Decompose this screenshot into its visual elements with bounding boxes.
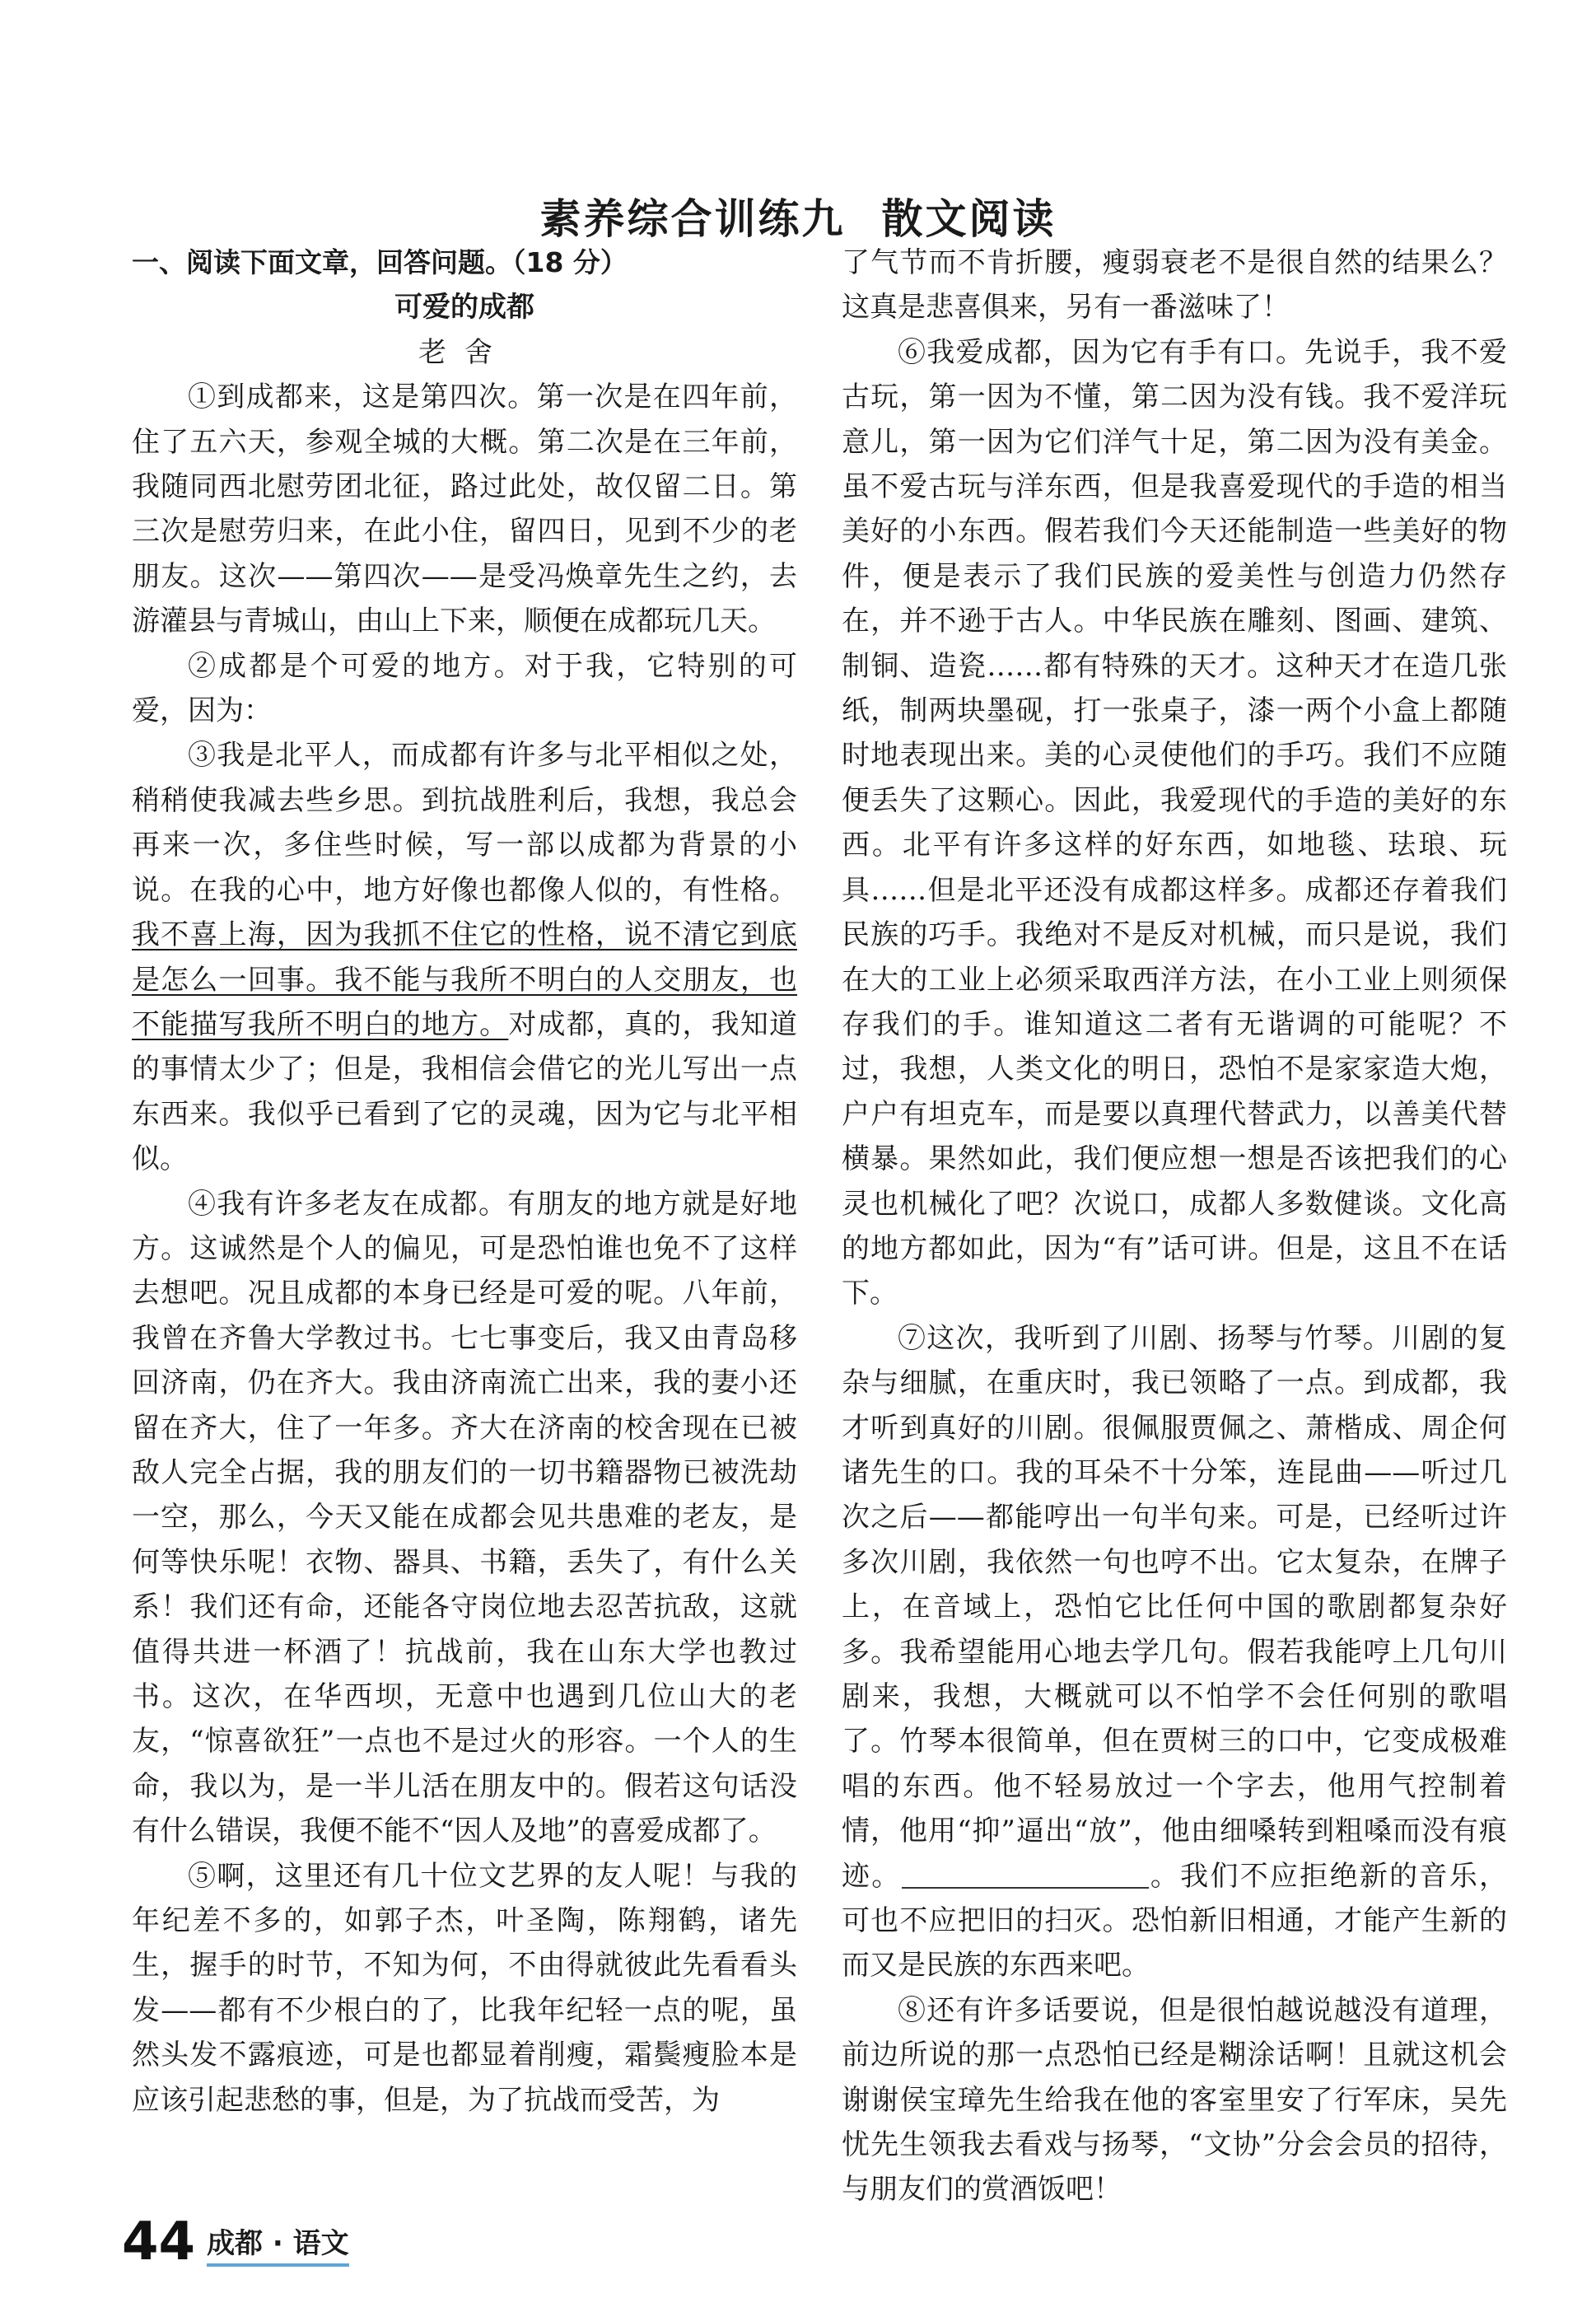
paragraph-5: ⑤啊，这里还有几十位文艺界的友人呢！与我的年纪差不多的，如郭子杰，叶圣陶，陈翔鹤，诸先生，握手的时节，不知为何，不由得就彼此先看看头发——都有不少根白的了，比我年纪轻一点的呢，虽然头发不露痕迹，可是也都显着削瘦，霜鬓瘦脸本是应该引起悲愁的事，但是，为了抗战而受苦，为 <box>132 1859 797 2117</box>
left-column <box>132 241 797 2123</box>
paragraph-4: ④我有许多老友在成都。有朋友的地方就是好地方。这诚然是个人的偏见，可是恐怕谁也免不了这样去想吧。况且成都的本身已经是可爱的呢。八年前，我曾在齐鲁大学教过书。七七事变后，我又由青岛移回济南，仍在齐大。我由济南流亡出来，我的妻小还留在齐大，住了一年多。齐大在济南的校舍现在已被敌人完全占据，我的朋友们的一切书籍器物已被洗劫一空，那么，今天又能在成都会见共患难的老友，是何等快乐呢！衣物、器具、书籍，丢失了，有什么关系！我们还有命，还能各守岗位地去忍苦抗敌，这就值得共进一杯酒了！抗战前，我在山东大学也教过书。这次，在华西坝，无意中也遇到几位山大的老友，“惊喜欲狂”一点也不是过火的形容。一个人的生命，我以为，是一半儿活在朋友中的。假若这句话没有什么错误，我便不能不“因人及地”的喜爱成都了。 <box>132 1187 797 1848</box>
article-title: 可爱的成都 <box>394 291 534 325</box>
section-heading: 一、阅读下面文章，回答问题。（18 分） <box>132 246 628 278</box>
page-number: 44 <box>122 2212 196 2272</box>
paragraph-1: ①到成都来，这是第四次。第一次是在四年前，住了五六天，参观全城的大概。第二次是在三年前，我随同西北慰劳团北征，路过此处，故仅留二日。第三次是慰劳归来，在此小住，留四日，见到不少的老朋友。这次——第四次——是受冯焕章先生之约，去游灌县与青城山，由山上下来，顺便在成都玩几天。 <box>132 381 797 638</box>
paragraph-3: ③我是北平人，而成都有许多与北平相似之处，稍稍使我减去些乡思。到抗战胜利后，我想，我总会再来一次，多住些时候，写一部以成都为背景的小说。在我的心中，地方好像也都像人似的，有性格。我不喜上海，因为我抓不住它的性格，说不清它到底是怎么一回事。我不能与我所不明白的人交朋友，也不能描写我所不明白的地方。对成都，真的，我知道的事情太少了；但是，我相信会借它的光儿写出一点东西来。我似乎已看到了它的灵魂，因为它与北平相似。 <box>132 739 798 1176</box>
paragraph-5-continued: 了气节而不肯折腰，瘦弱衰老不是很自然的结果么？这真是悲喜俱来，另有一番滋味了！ <box>842 246 1507 325</box>
right-column <box>842 241 1507 2212</box>
page-title: 素养综合训练九 散文阅读 <box>539 195 1057 243</box>
paragraph-7: ⑦这次，我听到了川剧、扬琴与竹琴。川剧的复杂与细腻，在重庆时，我已领略了一点。到成都，我才听到真好的川剧。很佩服贾佩之、萧楷成、周企何诸先生的口。我的耳朵不十分笨，连昆曲——听过几次之后——都能哼出一句半句来。可是，已经听过许多次川剧，我依然一句也哼不出。它太复杂，在牌子上，在音域上，恐怕它比任何中国的歌剧都复杂好多。我希望能用心地去学几句。假若我能哼上几句川剧来，我想，大概就可以不怕学不会任何别的歌唱了。竹琴本很简单，但在贾树三的口中，它变成极难唱的东西。他不轻易放过一个字去，他用气控制着情，他用“抑”逼出“放”，他由细嗓转到粗嗓而没有痕迹。 。我们不应拒绝新的音乐，可也不应把旧的扫灭。恐怕新旧相通，才能产生新的而又是民族的东西来吧。 <box>842 1321 1508 1983</box>
paragraph-2: ②成都是个可爱的地方。对于我，它特别的可爱，因为： <box>132 649 797 728</box>
underlined-sentence: 我不喜上海，因为我抓不住它的性格，说不清它到底是怎么一回事。我不能与我所不明白的人交朋友，也不能描写我所不明白的地方。 <box>132 918 797 1041</box>
article-author: 老舍 <box>418 335 511 369</box>
paragraph-8: ⑧还有许多话要说，但是很怕越说越没有道理，前边所说的那一点恐怕已经是糊涂话啊！且就这机会谢谢侯宝璋先生给我在他的客室里安了行军床，吴先忧先生领我去看戏与扬琴，“文协”分会会员的招待，与朋友们的赏酒饭吧！ <box>842 1993 1507 2207</box>
book-label: 成都 · 语文 <box>207 2227 349 2267</box>
answer-blank[interactable] <box>902 1859 1149 1889</box>
page-footer <box>122 2212 349 2272</box>
paragraph-6: ⑥我爱成都，因为它有手有口。先说手，我不爱古玩，第一因为不懂，第二因为没有钱。我不爱洋玩意儿，第一因为它们洋气十足，第二因为没有美金。虽不爱古玩与洋东西，但是我喜爱现代的手造的相当美好的小东西。假若我们今天还能制造一些美好的物件，便是表示了我们民族的爱美性与创造力仍然存在，并不逊于古人。中华民族在雕刻、图画、建筑、制铜、造瓷……都有特殊的天才。这种天才在造几张纸，制两块墨砚，打一张桌子，漆一两个小盒上都随时地表现出来。美的心灵使他们的手巧。我们不应随便丢失了这颗心。因此，我爱现代的手造的美好的东西。北平有许多这样的好东西，如地毯、珐琅、玩具……但是北平还没有成都这样多。成都还存着我们民族的巧手。我绝对不是反对机械，而只是说，我们在大的工业上必须采取西洋方法，在小工业上则须保存我们的手。谁知道这二者有无谐调的可能呢？不过，我想，人类文化的明日，恐怕不是家家造大炮，户户有坦克车，而是要以真理代替武力，以善美代替横暴。果然如此，我们便应想一想是否该把我们的心灵也机械化了吧？次说口，成都人多数健谈。文化高的地方都如此，因为“有”话可讲。但是，这且不在话下。 <box>842 335 1507 1310</box>
